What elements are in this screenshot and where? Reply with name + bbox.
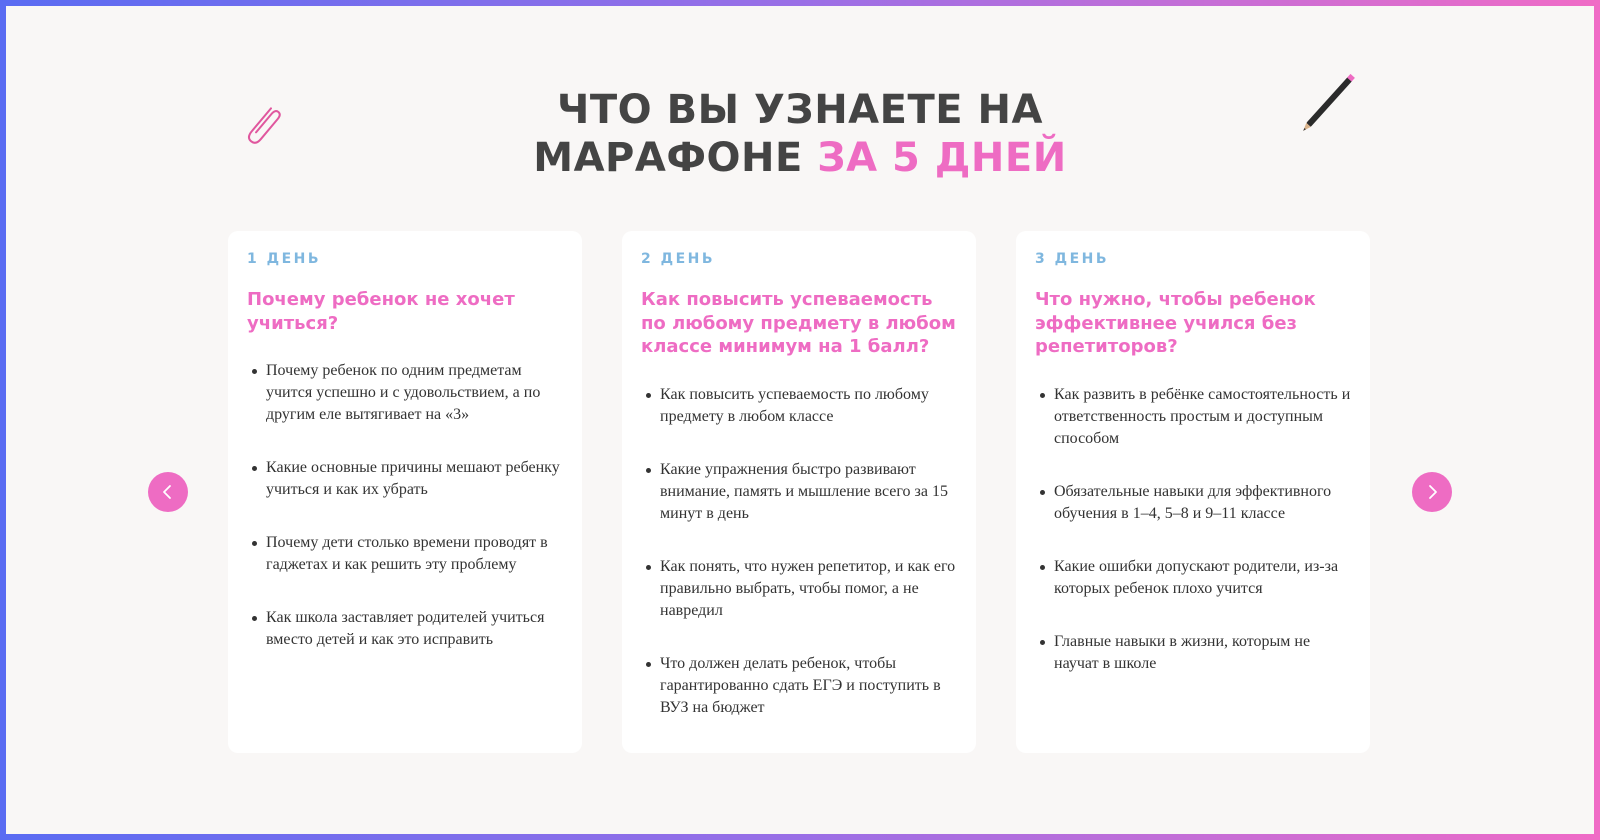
bullet-icon xyxy=(252,369,257,374)
bullet-icon xyxy=(646,468,651,473)
topic-text: Как повысить успеваемость по любому предмету в любом классе xyxy=(660,385,929,425)
topic-item xyxy=(1035,631,1352,675)
topic-list xyxy=(247,360,564,651)
topic-text: Какие основные причины мешают ребенку учиться и как их убрать xyxy=(266,459,560,498)
carousel-prev-button[interactable] xyxy=(148,472,188,512)
bullet-icon xyxy=(1040,640,1045,645)
bullet-icon xyxy=(646,565,651,570)
topic-text: Что должен делать ребенок, чтобы гарантированно сдать ЕГЭ и поступить в ВУЗ на бюджет xyxy=(660,654,941,716)
bullet-icon xyxy=(252,466,257,471)
bullet-icon xyxy=(1040,490,1045,495)
title-line-2-plain: МАРАФОНЕ xyxy=(533,135,818,181)
topic-item xyxy=(641,459,958,525)
topic-text: Как развить в ребёнке самостоятельность и ответственность простым и доступным способом xyxy=(1054,385,1351,447)
topic-text: Как понять, что нужен репетитор, и как его правильно выбрать, чтобы помог, а не навредил xyxy=(660,557,956,619)
title-line-1: ЧТО ВЫ УЗНАЕТЕ НА xyxy=(557,87,1043,133)
topic-item xyxy=(641,653,958,719)
card-title: Как повысить успеваемость по любому предмету в любом классе минимум на 1 балл? xyxy=(641,289,956,357)
bullet-icon xyxy=(252,541,257,546)
title-accent: ЗА 5 ДНЕЙ xyxy=(817,135,1067,181)
topic-text: Какие ошибки допускают родители, из-за которых ребенок плохо учится xyxy=(1054,557,1339,597)
chevron-right-icon xyxy=(1425,484,1439,500)
bullet-icon xyxy=(646,662,651,667)
day-label: 1 ДЕНЬ xyxy=(247,251,322,267)
topic-item xyxy=(641,384,958,428)
title-line-2 xyxy=(6,134,1594,182)
day-card-3 xyxy=(1016,231,1370,753)
topic-item xyxy=(641,556,958,622)
topic-item xyxy=(247,360,564,426)
bullet-icon xyxy=(252,616,257,621)
card-title: Что нужно, чтобы ребенок эффективнее учился без репетиторов? xyxy=(1035,289,1316,357)
chevron-left-icon xyxy=(161,484,175,500)
carousel-next-button[interactable] xyxy=(1412,472,1452,512)
topic-list xyxy=(1035,384,1352,675)
topic-text: Какие упражнения быстро развивают внимание, память и мышление всего за 15 минут в день xyxy=(660,460,948,522)
day-label: 2 ДЕНЬ xyxy=(641,251,716,267)
topic-item xyxy=(1035,481,1352,525)
topic-list xyxy=(641,384,958,719)
bullet-icon xyxy=(1040,393,1045,398)
topic-item xyxy=(247,457,564,501)
topic-text: Как школа заставляет родителей учиться вместо детей и как это исправить xyxy=(266,609,545,648)
day-label: 3 ДЕНЬ xyxy=(1035,251,1110,267)
bullet-icon xyxy=(646,393,651,398)
topic-item xyxy=(247,532,564,576)
topic-item xyxy=(1035,556,1352,600)
bullet-icon xyxy=(1040,565,1045,570)
card-title: Почему ребенок не хочет учиться? xyxy=(247,289,515,334)
topic-text: Главные навыки в жизни, которым не научат в школе xyxy=(1054,632,1311,672)
section-background xyxy=(6,6,1594,834)
topic-item xyxy=(1035,384,1352,450)
topic-text: Обязательные навыки для эффективного обучения в 1–4, 5–8 и 9–11 классе xyxy=(1054,482,1332,522)
topic-text: Почему ребенок по одним предметам учится успешно и с удовольствием, а по другим еле вытягивает на «3» xyxy=(266,362,541,423)
topic-item xyxy=(247,607,564,651)
day-card-1 xyxy=(228,231,582,753)
day-card-2 xyxy=(622,231,976,753)
topic-text: Почему дети столько времени проводят в гаджетах и как решить эту проблему xyxy=(266,534,548,573)
page-title xyxy=(6,86,1594,182)
